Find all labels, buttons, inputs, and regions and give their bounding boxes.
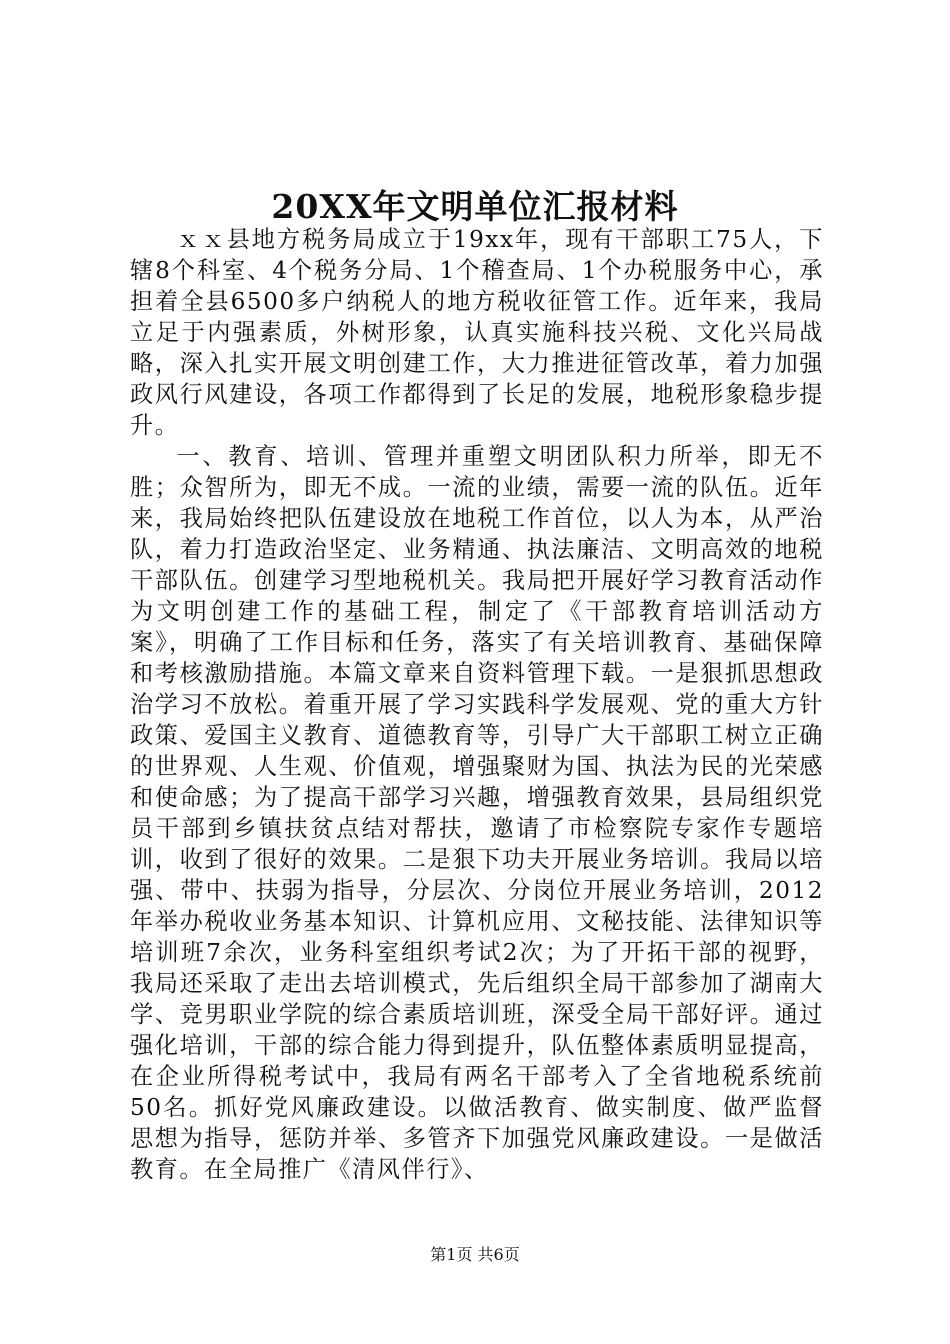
paragraph-intro: ｘｘ县地方税务局成立于19xx年，现有干部职工75人，下辖8个科室、4个税务分局、1个稽查局、1个办税服务中心，承担着全县6500多户纳税人的地方税收征管工作。近年来，我局立足于内强素质，外树形象，认真实施科技兴税、文化兴局战略，深入扎实开展文明创建工作，大力推进征管改革，着力加强政风行风建设，各项工作都得到了长足的发展，地税形象稳步提升。	[130, 226, 824, 439]
paragraph-section-one: 一、教育、培训、管理并重塑文明团队积力所举，即无不胜；众智所为，即无不成。一流的业绩，需要一流的队伍。近年来，我局始终把队伍建设放在地税工作首位，以人为本，从严治队，着力打造政治坚定、业务精通、执法廉洁、文明高效的地税干部队伍。创建学习型地税机关。我局把开展好学习教育活动作为文明创建工作的基础工程，制定了《干部教育培训活动方案》，明确了工作目标和任务，落实了有关培训教育、基础保障和考核激励措施。本篇文章来自资料管理下载。一是狠抓思想政治学习不放松。着重开展了学习实践科学发展观、党的重大方针政策、爱国主义教育、道德教育等，引导广大干部职工树立正确的世界观、人生观、价值观，增强聚财为国、执法为民的光荣感和使命感；为了提高干部学习兴趣，增强教育效果，县局组织党员干部到乡镇扶贫点结对帮扶，邀请了市检察院专家作专题培训，收到了很好的效果。二是狠下功夫开展业务培训。我局以培强、带中、扶弱为指导，分层次、分岗位开展业务培训，2012年举办税收业务基本知识、计算机应用、文秘技能、法律知识等培训班7余次，业务科室组织考试2次；为了开拓干部的视野，我局还采取了走出去培训模式，先后组织全局干部参加了湖南大学、竞男职业学院的综合素质培训班，深受全局干部好评。通过强化培训，干部的综合能力得到提升，队伍整体素质明显提高，在企业所得税考试中，我局有两名干部考入了全省地税系统前50名。抓好党风廉政建设。以做活教育、做实制度、做严监督思想为指导，惩防并举、多管齐下加强党风廉政建设。一是做活教育。在全局推广《清风伴行》、	[130, 443, 824, 1183]
document-title: 20XX年文明单位汇报材料	[271, 187, 679, 226]
document-body	[130, 224, 824, 1185]
page-number-footer: 第1页 共6页	[430, 1245, 520, 1264]
